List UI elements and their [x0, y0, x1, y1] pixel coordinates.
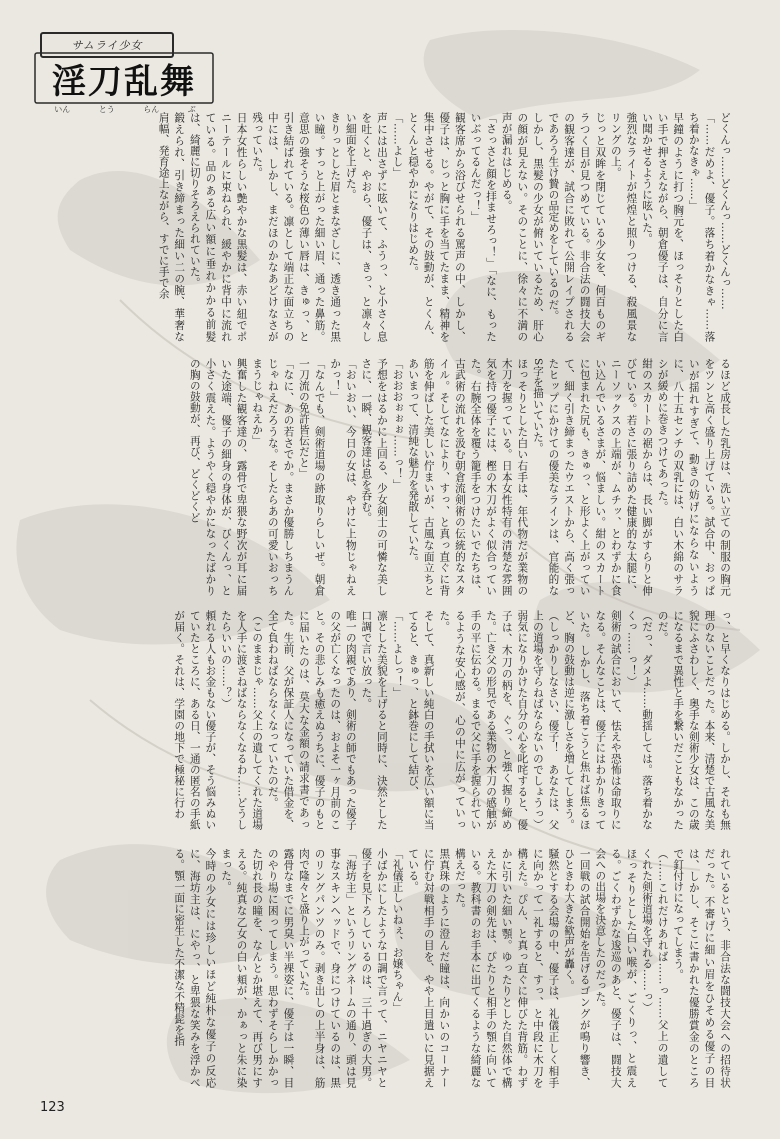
page-title: 淫刀乱舞: [52, 61, 196, 102]
ruby-3: らん: [143, 105, 160, 114]
text-column-3: [44, 610, 732, 830]
text-column-1: [44, 112, 732, 342]
column-text: るほど成長した乳房は、洗い立ての制服の胸元をツンと高く盛り上げている。試合中、おっぱいが揺れすぎて、動きの妨げにならないように、八十五センチの双乳には、白い木綿のサラシが緩めに巻きつけてあった。 紺のスカートの裾からは、長い脚がすらりと伸びている。若さに張り詰めた健康的な太腿に、ニーソックスの上端が、ムチッ、とわずかに食い込んでいるさまが、悩ましい。紺のスカートに包まれた尻も、きゅっ、と形よく上がっていて、細く引き締まったウエストから、高く張ったヒップにかけての優美なラインは、官能的なS字を描いていた。 ほっそりとした白い右手は、年代物だが業物の木刀を握っている。日本女性特有の清楚な雰囲気を持つ優子には、樫の木刀がよく似合っていた。右腕全体を覆う籠手をつけたいでたちは、古武術の流れを汲む朝倉流剣術の伝統的なスタイル。そしてなにより、すっ、と真っ直ぐに背筋を伸ばした美しい佇まいが、古風な面立ちとあいまって、清純な魅力を発散していた。 「おおおぉぉぉ……っ！」 予想をはるかに上回る、少女剣士の可憐な美しさに、一瞬、観客達は息を呑む。 「おいおい、今日の女は、やけに上物じゃねえかっ！」 「なんでも、剣術道場の跡取りらしいぜ。朝倉一刀流の免許皆伝だと」 「なに、あの若さでか。まさか優勝しちまうんじゃねえだろうな。そしたらあの可愛いおっちまうじゃねえか」 興奮した観客達の、露骨で卑猥な野次が耳に届いた途端、優子の細身の身体が、びくんっ、と小さく震えた。ようやく穏やかになったばかりの胸の鼓動が、再び、どくどくど: [188, 358, 731, 596]
column-text: れているという、非合法な闘技大会への招待状だった。不審げに細い眉をひそめる優子の目は、しかし、そこに書かれた優勝賞金のところで釘付けになってしまう。 （……これだけあれば……っ……父上の遺してくれた剣術道場を守れる……っ） ほっそりとした白い喉が、ごくりっ、と震える。ごくわずかな逡巡のあと、優子は、闘技大会への出場を決意したのだった。 一回戦の試合開始を告げるゴングが鳴り響き、ひときわ大きな歓声が轟く。 騒然とする会場の中、優子は、礼儀正しく相手に向かって一礼すると、すっ、と中段に木刀を構えた。ぴん、と真っ直ぐに伸びた背筋。わずかに引いた細い顎。ゆったりとした自然体で構えた木刀の剣先は、ぴたりと相手の顎に向いている。教科書のお手本に出てくるような綺麗な構えだった。 黒真珠のように澄んだ瞳は、向かいのコーナーに佇む対戦相手の目を、やや上目遣いに見据えている。 「礼儀正しいねぇ、お嬢ちゃん」 小ばかにしたような口調で言って、ニヤニヤと優子を見下ろしているのは、三十過ぎの大男。「海坊主」というリングネームの通り、頭は見事なスキンヘッドで、身につけているのは、黒のリングパンツのみ。剥き出しの上半身は、筋肉で隆々と盛り上がっていた。 露骨なまでに男臭い半裸姿に、優子は一瞬、目のやり場に困ってしまう。思わずそらしかかった切れ長の瞳を、なんとか堪えて、再び男にすえる。純真な乙女の白い頬が、かぁっと朱に染まった。 今時の少女には珍しいほど純朴な優子の反応に、海坊主は、にやっ、と卑猥な笑みを浮かべる。顎一面に密生した不潔な不精髭を指: [173, 848, 731, 1088]
ruby-2: とう: [98, 105, 115, 114]
column-text: っ、と早くなりはじめる。しかし、それも無理のないことだった。本来、清楚で古風な美貌にふさわしく、奥手な剣術少女は、この歳になるまで異性と手を繋いだこともなかったのだ。 （だっ、ダメよ……動揺しては。落ち着かなくっ……っ！） 剣術の試合において、怯えや恐怖は命取りになる。そんなことは、優子にはわかりきっていた。しかし、落ち着こうと焦れば焦るほど、胸の鼓動は逆に激しさを増してしまう。 （しっかりしなさい、優子！ あなたは、父上の道場を守らねばならないのでしょうっ） 弱気になりかけた自分の心を叱咤すると、優子は、木刀の柄を、ぐっ、と強く握り締めた。亡き父の形見である業物の木刀の感触が手の平に伝わる。まるで父に手を握られているような安心感が、心の中に広がっていった。 そして、真新しい純白の手拭いを広い額に当てると、きゅっ、と鉢巻にして結び、 「……よしっ！」 凛とした美貌を上げると同時に、決然とした口調で言い放った。 唯一の肉親であり、剣術の師でもあった優子の父が亡くなったのは、およそ一ヶ月前のこと。その悲しみも癒えぬうちに、優子のもとに届いたのは、莫大な金額の請求書であった。生前、父が保証人になっていた借金を、全て負わねばならなくなっていたのだ。 （このままじゃ……父上の遺してくれた道場を人手に渡さねばならなくなるわ……どうしたらいいの……？） 頼れる人もお金もない優子が、そう悩みぬいていたところに、ある日、一通の匿名の手紙が届く。それは、学園の地下で極秘に行わ: [173, 610, 731, 830]
page-number: 123: [40, 1100, 65, 1115]
ruby-1: いん: [54, 105, 71, 114]
ruby-4: ぶ: [187, 105, 196, 114]
column-text: どくんっ……どくんっ……どくんっ…… 「……だめよ、優子。落ち着かなきゃ……落ち着かなきゃ……」 早鐘のように打つ胸元を、ほっそりとした白い手で押さえながら、朝倉優子は、自分に言い聞かせるように呟いた。 強烈なライトが煌煌と照りつける、殺風景なリングの上。 じっと双眸を閉じている少女を、何百ものギラつく目が見つめている。非合法の闘技大会の観客達が、試合に敗れて公開レイプされるであろう生け贄の品定めをしているのだ。 しかし、黒髪の少女が俯いているため、肝心の顔が見えない。そのことに、徐々に不満の声が漏れはじめる。 「さっさと顔を拝ませろっ！」「なに、もったいぶってるんだっ！」 観客席から浴びせられる罵声の中、しかし、優子は、じっと胸に手を当てたまま、精神を集中させる。やがて、その鼓動が、とくん、とくんと穏やかになりはじめた。 「……よし」 声には出さずに呟いて、ふうっ、と小さく息を吐くと、やおら、優子は、きっ、と凛々しい細面を上げた。 きりっとした眉とまなざしに、透き通った黒い瞳。すっと上がった細い眉、通った鼻筋。意思の強そうな桜色の薄い唇は、きゅっ、と引き結ばれている。凛として端正な面立ちの中には、しかし、まだほのかなあどけなさが残っていた。 日本女性らしい艶やかな黒髪は、赤い紐でポニーテールに束ねられ、緩やかに背中に流れている。品のある広い額に垂れかかる前髪は、綺麗に切りそろえられていた。 鍛えられ、引き締まった細い二の腕、華奢な肩幅、発育途上ながら、すでに手で余: [157, 112, 731, 342]
series-label: サムライ少女: [40, 32, 174, 58]
text-column-4: [44, 848, 732, 1088]
text-column-2: [44, 358, 732, 596]
